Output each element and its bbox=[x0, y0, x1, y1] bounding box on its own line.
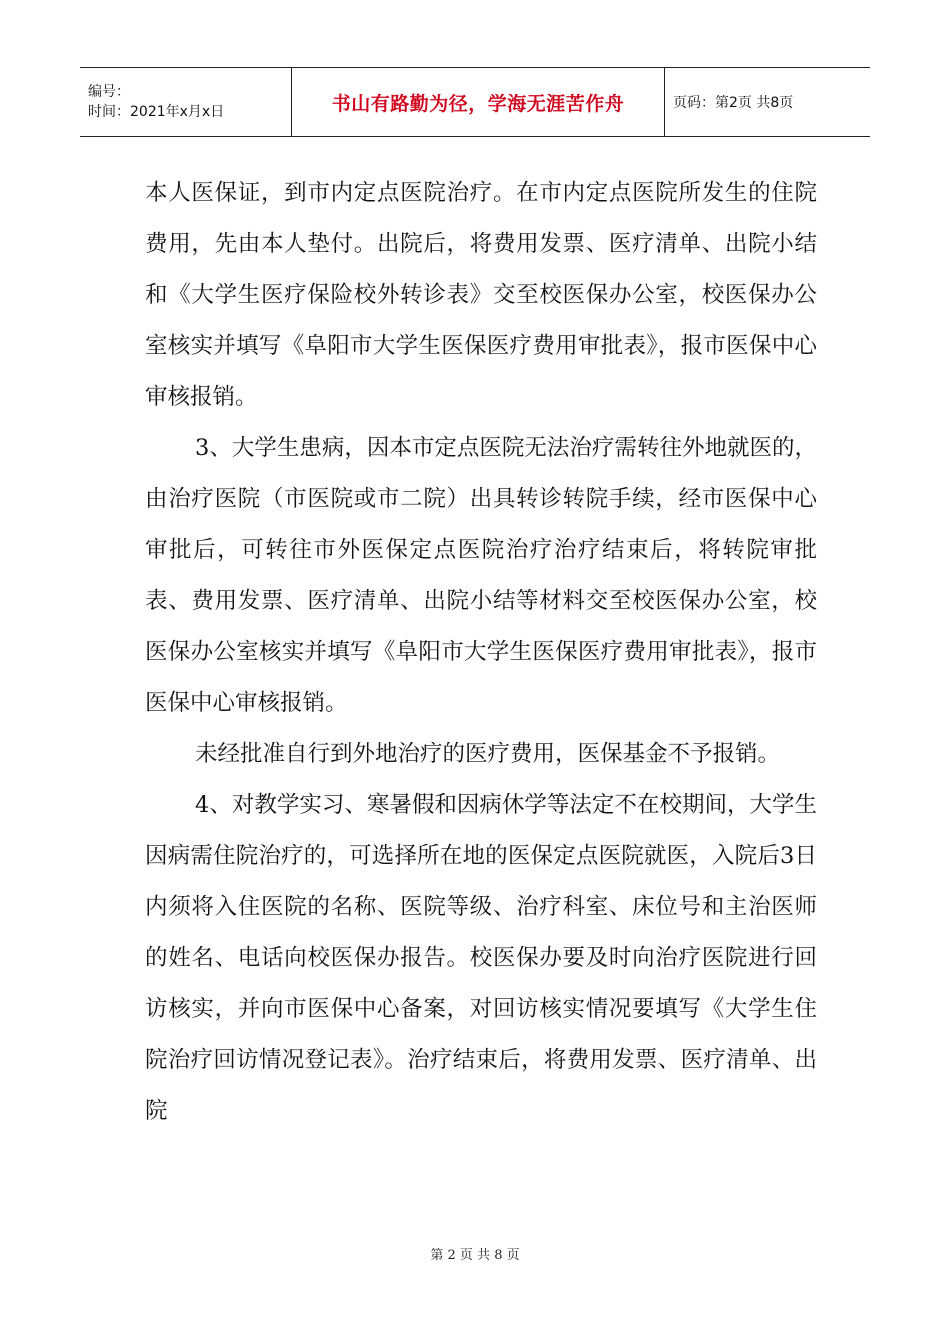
document-header bbox=[80, 67, 870, 137]
paragraph-item-3: 3、大学生患病，因本市定点医院无法治疗需转往外地就医的，由治疗医院（市医院或市二院）出具转诊转院手续，经市医保中心审批后，可转往市外医保定点医院治疗治疗结束后，将转院审批表、费用发票、医疗清单、出院小结等材料交至校医保办公室，校医保办公室核实并填写《阜阳市大学生医保医疗费用审批表》，报市医保中心审核报销。 bbox=[145, 435, 817, 716]
paragraph-continuation: 本人医保证，到市内定点医院治疗。在市内定点医院所发生的住院费用，先由本人垫付。出院后，将费用发票、医疗清单、出院小结和《大学生医疗保险校外转诊表》交至校医保办公室，校医保办公室核实并填写《阜阳市大学生医保医疗费用审批表》，报市医保中心审核报销。 bbox=[145, 180, 817, 410]
document-body bbox=[145, 168, 817, 1137]
header-motto: 书山有路勤为径，学海无涯苦作舟 bbox=[292, 68, 665, 137]
header-meta bbox=[80, 68, 292, 137]
paragraph-note: 未经批准自行到外地治疗的医疗费用，医保基金不予报销。 bbox=[195, 741, 781, 767]
paragraph-item-4: 4、对教学实习、寒暑假和因病休学等法定不在校期间，大学生因病需住院治疗的，可选择所在地的医保定点医院就医，入院后3日内须将入住医院的名称、医院等级、治疗科室、床位号和主治医师的姓名、电话向校医保办报告。校医保办要及时向治疗医院进行回访核实，并向市医保中心备案，对回访核实情况要填写《大学生住院治疗回访情况登记表》。治疗结束后，将费用发票、医疗清单、出院 bbox=[145, 792, 817, 1124]
document-time-label: 时间：2021年x月x日 bbox=[88, 104, 225, 120]
page-footer: 第 2 页 共 8 页 bbox=[430, 1248, 520, 1263]
document-number-label: 编号： bbox=[88, 84, 130, 100]
header-page-info: 页码：第2页 共8页 bbox=[665, 68, 871, 137]
